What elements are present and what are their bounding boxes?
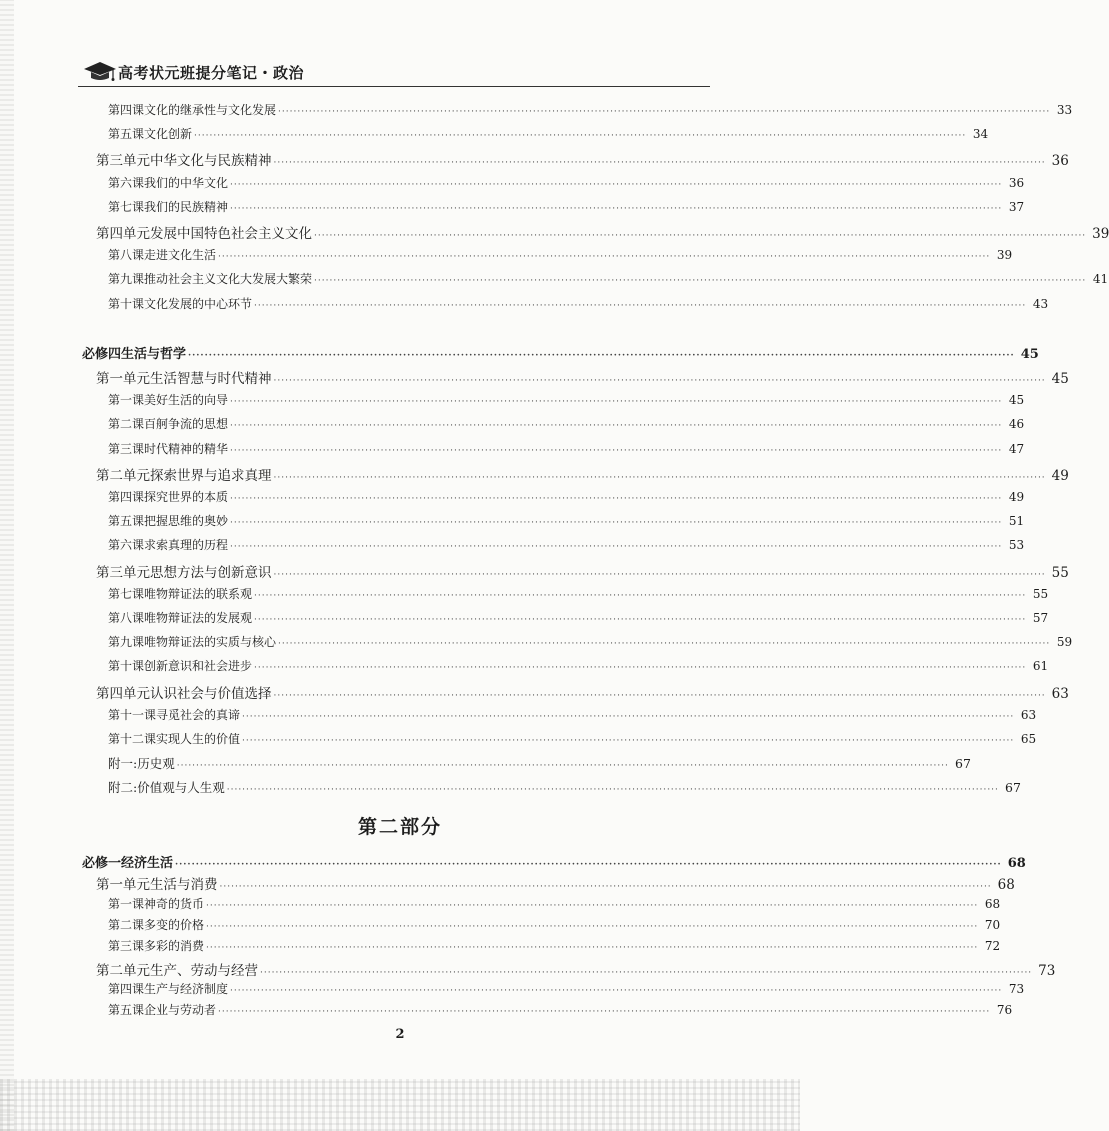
toc-entry-number: 第十二课	[108, 732, 157, 746]
toc-entry-title: 美好生活的向导	[144, 393, 229, 408]
toc-entry-lesson	[108, 980, 1025, 1002]
leader-dots: ········································································································································································································	[230, 985, 1003, 996]
leader-dots: ········································································································································································································	[314, 231, 1087, 241]
leader-dots: ········································································································································································································	[230, 518, 1003, 529]
toc-entry-title: 我们的民族精神	[144, 199, 229, 214]
toc-entry-page: 49	[1051, 467, 1069, 484]
toc-entry-title: 唯物辩证法的联系观	[144, 586, 253, 601]
toc-entry-page: 65	[1020, 732, 1037, 746]
leader-dots: ········································································································································································································	[175, 860, 1002, 870]
toc-entry-lesson	[108, 391, 1025, 413]
toc-entry-number: 第四课	[108, 981, 145, 996]
toc-entry-number: 第五课	[108, 514, 145, 529]
toc-entry-number: 第二单元	[96, 467, 150, 484]
toc-entry-number: 必修一	[82, 856, 122, 871]
toc-entry-lesson	[108, 198, 1025, 220]
leader-dots: ········································································································································································································	[273, 690, 1046, 701]
toc-entry-number: 第二课	[108, 417, 145, 432]
leader-dots: ········································································································································································································	[206, 900, 979, 911]
leader-dots: ········································································································································································································	[273, 158, 1046, 169]
toc-entry-title: 思想方法与创新意识	[150, 564, 272, 581]
page-number: 2	[395, 1027, 405, 1042]
scan-edge-bottom	[0, 1079, 800, 1131]
toc-entry-number: 第四课	[108, 103, 145, 117]
toc-entry-page: 72	[984, 939, 1001, 954]
toc-entry-page: 68	[1007, 856, 1026, 871]
toc-entry-title: 探索世界与追求真理	[150, 467, 272, 484]
toc-entry-lesson	[108, 585, 1049, 607]
toc-entry-lesson	[108, 125, 989, 147]
leader-dots: ········································································································································································································	[278, 639, 1051, 650]
toc-entry-unit	[96, 561, 1069, 583]
toc-entry-title: 生活与消费	[150, 877, 218, 894]
toc-entry-number: 第四单元	[96, 226, 150, 242]
toc-entry-lesson	[108, 440, 1025, 462]
leader-dots: ········································································································································································································	[260, 967, 1033, 978]
toc-entry-lesson	[108, 706, 1037, 728]
leader-dots: ········································································································································································································	[194, 131, 967, 142]
toc-entry-title: 生产与经济制度	[144, 981, 229, 996]
toc-entry-lesson	[108, 895, 1001, 917]
toc-entry-lesson	[108, 174, 1025, 196]
toc-entry-number: 必修四	[82, 346, 122, 362]
toc-entry-page: 51	[1008, 514, 1025, 529]
toc-entry-appendix	[108, 778, 1021, 800]
toc-entry-number: 第九课	[108, 272, 145, 287]
leader-dots: ········································································································································································································	[273, 569, 1046, 580]
toc-entry-unit	[96, 682, 1069, 704]
toc-entry-title: 企业与劳动者	[144, 1003, 217, 1018]
toc-entry-unit	[96, 222, 1109, 244]
toc-entry-lesson	[108, 415, 1025, 437]
toc-entry-title: 多彩的消费	[144, 939, 205, 954]
toc-entry-page: 57	[1032, 611, 1049, 625]
toc-entry-page: 55	[1051, 564, 1069, 581]
toc-entry-number: 第八课	[108, 611, 145, 625]
toc-entry-number: 第六课	[108, 175, 145, 190]
toc-entry-unit	[96, 367, 1069, 389]
leader-dots: ········································································································································································································	[230, 397, 1003, 408]
leader-dots: ········································································································································································································	[254, 300, 1027, 311]
toc-entry-lesson	[108, 101, 1073, 123]
toc-entry-page: 63	[1020, 707, 1037, 722]
toc-entry-title: 认识社会与价值选择	[150, 685, 272, 702]
leader-dots: ········································································································································································································	[176, 761, 949, 772]
toc-entry-number: 第一单元	[96, 877, 150, 894]
toc-entry-page: 37	[1008, 199, 1025, 214]
toc-entry-title: 多变的价格	[144, 917, 205, 932]
toc-entry-lesson	[108, 512, 1025, 534]
toc-entry-number: 第七课	[108, 586, 145, 601]
toc-entry-title: 唯物辩证法的发展观	[144, 611, 253, 625]
toc-entry-book	[82, 852, 1026, 874]
toc-entry-lesson	[108, 633, 1073, 655]
leader-dots: ········································································································································································································	[273, 376, 1046, 386]
toc-entry-number: 第十一课	[108, 707, 157, 722]
toc-entry-title: 把握思维的奥妙	[144, 514, 229, 529]
leader-dots: ········································································································································································································	[226, 785, 999, 796]
toc-entry-number: 第十课	[108, 659, 145, 674]
scan-edge-left	[0, 0, 14, 1131]
toc-entry-page: 45	[1051, 371, 1069, 387]
toc-entry-number: 第三单元	[96, 153, 150, 170]
leader-dots: ········································································································································································································	[218, 1007, 991, 1018]
toc-entry-title: 唯物辩证法的实质与核心	[144, 635, 277, 650]
leader-dots: ········································································································································································································	[230, 179, 1003, 190]
leader-dots: ········································································································································································································	[254, 663, 1027, 674]
toc-entry-title: 文化的继承性与文化发展	[144, 103, 277, 117]
leader-dots: ········································································································································································································	[219, 882, 992, 893]
toc-entry-number: 第一课	[108, 896, 145, 911]
toc-entry-page: 33	[1056, 103, 1073, 117]
toc-entry-title: 神奇的货币	[144, 896, 205, 911]
toc-entry-page: 43	[1032, 296, 1049, 311]
toc-entry-page: 41	[1092, 272, 1109, 287]
leader-dots: ········································································································································································································	[230, 445, 1003, 456]
toc-entry-number: 第二单元	[96, 962, 150, 979]
toc-entry-number: 第七课	[108, 199, 145, 214]
toc-entry-number: 第三单元	[96, 564, 150, 581]
toc-entry-page: 39	[1092, 226, 1109, 242]
toc-entry-page: 68	[984, 896, 1001, 911]
toc-entry-page: 55	[1032, 586, 1049, 601]
toc-entry-title: 文化创新	[144, 127, 193, 142]
toc-entry-page: 53	[1008, 538, 1025, 553]
toc-entry-lesson	[108, 730, 1037, 752]
toc-entry-number: 第十课	[108, 296, 145, 311]
toc-entry-unit	[96, 959, 1056, 981]
toc-entry-number: 附一:	[108, 756, 138, 772]
leader-dots: ········································································································································································································	[230, 494, 1003, 504]
leader-dots: ········································································································································································································	[254, 590, 1027, 601]
toc-entry-page: 45	[1008, 393, 1025, 408]
toc-entry-number: 第三课	[108, 939, 145, 954]
toc-entry-title: 生活与哲学	[121, 346, 187, 362]
toc-entry-title: 创新意识和社会进步	[144, 659, 253, 674]
toc-entry-page: 68	[997, 877, 1015, 894]
toc-entry-title: 时代精神的精华	[144, 441, 229, 456]
toc-entry-title: 发展中国特色社会主义文化	[150, 226, 312, 242]
toc-entry-page: 36	[1051, 153, 1069, 170]
toc-entry-number: 第五课	[108, 127, 145, 142]
toc-entry-unit	[96, 464, 1069, 486]
graduation-cap-icon	[82, 60, 118, 82]
header-title: 高考状元班提分笔记・政治	[118, 64, 305, 82]
toc-entry-page: 47	[1008, 441, 1025, 456]
toc-entry-unit	[96, 149, 1069, 171]
toc-entry-lesson	[108, 536, 1025, 558]
toc-entry-page: 67	[1005, 780, 1021, 796]
toc-entry-page: 34	[972, 127, 989, 142]
toc-entry-title: 实现人生的价值	[156, 732, 241, 746]
toc-entry-number: 第二课	[108, 917, 145, 932]
toc-entry-title: 价值观与人生观	[137, 780, 225, 796]
page-header	[78, 56, 710, 87]
toc-entry-number: 第六课	[108, 538, 145, 553]
toc-entry-title: 求索真理的历程	[144, 538, 229, 553]
toc-entry-page: 70	[984, 917, 1001, 932]
toc-entry-lesson	[108, 295, 1049, 317]
toc-entry-lesson	[108, 609, 1049, 631]
toc-entry-title: 探究世界的本质	[144, 490, 229, 504]
toc-entry-number: 第五课	[108, 1003, 145, 1018]
toc-entry-title: 生活智慧与时代精神	[150, 371, 272, 387]
toc-entry-page: 46	[1008, 417, 1025, 432]
toc-entry-lesson	[108, 488, 1025, 510]
toc-entry-title: 历史观	[137, 756, 175, 772]
toc-entry-number: 第一课	[108, 393, 145, 408]
toc-entry-title: 文化发展的中心环节	[144, 296, 253, 311]
leader-dots: ········································································································································································································	[278, 107, 1051, 117]
toc-entry-number: 附二:	[108, 780, 138, 796]
toc-entry-title: 百舸争流的思想	[144, 417, 229, 432]
leader-dots: ········································································································································································································	[230, 421, 1003, 432]
toc-entry-book	[82, 343, 1039, 365]
toc-entry-unit	[96, 873, 1015, 895]
section-title: 第二部分	[357, 816, 442, 838]
leader-dots: ········································································································································································································	[188, 350, 1015, 361]
toc-entry-lesson	[108, 937, 1001, 959]
leader-dots: ········································································································································································································	[218, 252, 991, 263]
toc-entry-number: 第四单元	[96, 685, 150, 702]
leader-dots: ········································································································································································································	[206, 921, 979, 932]
toc-entry-title: 经济生活	[121, 856, 174, 871]
toc-entry-page: 61	[1032, 659, 1049, 674]
toc-entry-page: 67	[955, 756, 971, 772]
toc-entry-title: 推动社会主义文化大发展大繁荣	[144, 272, 313, 287]
toc-entry-number: 第九课	[108, 635, 145, 650]
toc-entry-page: 73	[1008, 981, 1025, 996]
toc-entry-page: 36	[1008, 175, 1025, 190]
toc-entry-page: 73	[1038, 962, 1056, 979]
leader-dots: ········································································································································································································	[314, 276, 1087, 287]
toc-entry-page: 39	[996, 248, 1013, 263]
toc-entry-number: 第八课	[108, 248, 145, 263]
leader-dots: ········································································································································································································	[242, 736, 1015, 746]
leader-dots: ········································································································································································································	[230, 203, 1003, 214]
toc-entry-lesson	[108, 246, 1013, 268]
toc-entry-lesson	[108, 1001, 1013, 1023]
toc-entry-page: 63	[1051, 685, 1069, 702]
toc-entry-title: 我们的中华文化	[144, 175, 229, 190]
toc-entry-number: 第一单元	[96, 371, 150, 387]
toc-entry-number: 第四课	[108, 490, 145, 504]
toc-entry-title: 寻觅社会的真谛	[156, 707, 241, 722]
toc-entry-page: 76	[996, 1003, 1013, 1018]
leader-dots: ········································································································································································································	[230, 542, 1003, 553]
toc-entry-lesson	[108, 270, 1109, 292]
toc-entry-lesson	[108, 916, 1001, 938]
leader-dots: ········································································································································································································	[273, 472, 1046, 483]
leader-dots: ········································································································································································································	[254, 615, 1027, 625]
toc-entry-title: 生产、劳动与经营	[150, 962, 258, 979]
toc-entry-lesson	[108, 657, 1049, 679]
toc-entry-title: 中华文化与民族精神	[150, 153, 272, 170]
toc-entry-page: 59	[1056, 635, 1073, 650]
toc-entry-page: 49	[1008, 490, 1025, 504]
toc-entry-title: 走进文化生活	[144, 248, 217, 263]
toc-entry-page: 45	[1020, 346, 1039, 362]
leader-dots: ········································································································································································································	[206, 943, 979, 954]
toc-entry-appendix	[108, 754, 971, 776]
toc-entry-number: 第三课	[108, 441, 145, 456]
leader-dots: ········································································································································································································	[242, 711, 1015, 722]
